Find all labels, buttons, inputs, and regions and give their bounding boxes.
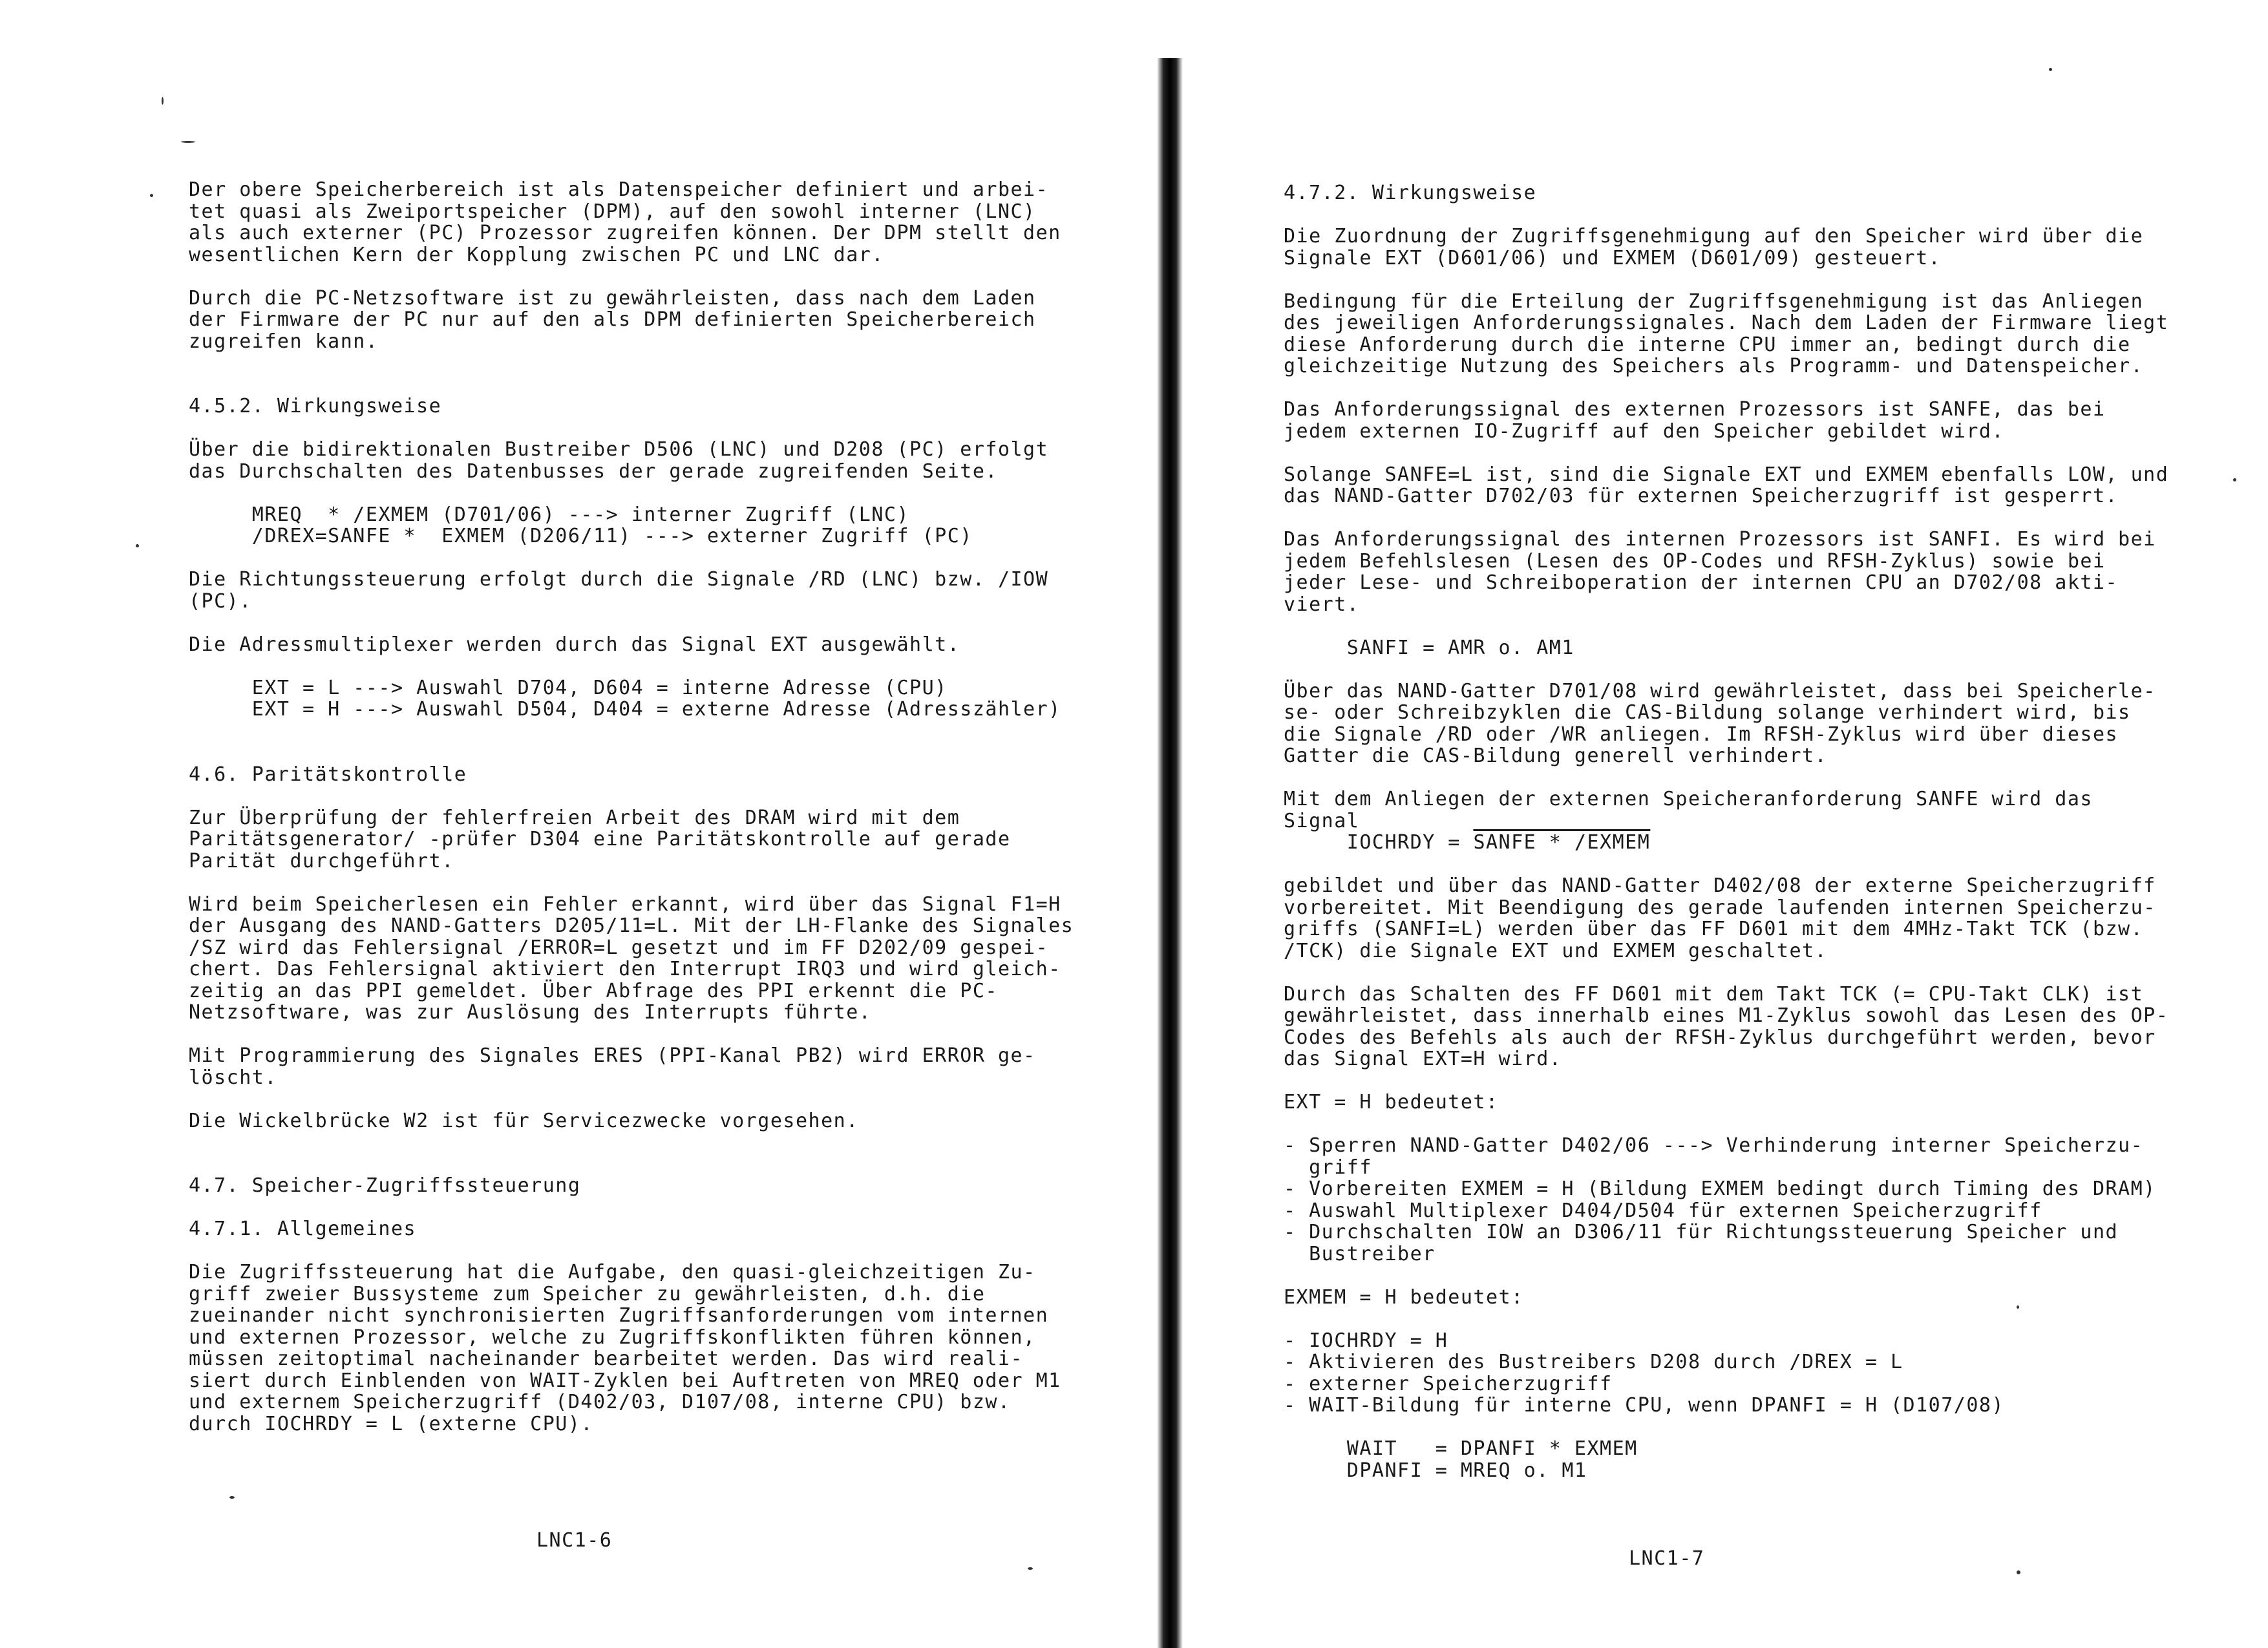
scan-speck <box>136 544 139 547</box>
right-page-number: LNC1-7 <box>1629 1547 1705 1570</box>
scan-speck <box>181 141 195 143</box>
left-page-number: LNC1-6 <box>536 1529 613 1552</box>
left-page-body: Der obere Speicherbereich ist als Datenspeicher definiert und arbei- tet quasi als Zweiportspeicher (DPM), auf den sowohl interner (LNC) als auch externer (PC) Prozessor zugreifen können. Der DPM stellt den wesentlichen Kern der Kopplung zwischen PC und LNC dar. Durch die PC-Netzsoftware ist zu gewährleisten, dass nach dem Laden der Firmware der PC nur auf den als DPM definierten Speicherbereich zugreifen kann. 4.5.2. Wirkungsweise Über die bidirektionalen Bustreiber D506 (LNC) und D208 (PC) erfolgt das Durchschalten des Datenbusses der gerade zugreifenden Seite. MREQ * /EXMEM (D701/06) ---> interner Zugriff (LNC) /DREX=SANFE * EXMEM (D206/11) ---> externer Zugriff (PC) Die Richtungssteuerung erfolgt durch die Signale /RD (LNC) bzw. /IOW (PC). Die Adressmultiplexer werden durch das Signal EXT ausgewählt. EXT = L ---> Auswahl D704, D604 = interne Adresse (CPU) EXT = H ---> Auswahl D504, D404 = externe Adresse (Adresszähler) 4.6. Paritätskontrolle Zur Überprüfung der fehlerfreien Arbeit des DRAM wird mit dem Paritätsgenerator/ -prüfer D304 eine Paritätskontrolle auf gerade Parität durchgeführt. Wird beim Speicherlesen ein Fehler erkannt, wird über das Signal F1=H der Ausgang des NAND-Gatters D205/11=L. Mit der LH-Flanke des Signales /SZ wird das Fehlersignal /ERROR=L gesetzt und im FF D202/09 gespei- chert. Das Fehlersignal aktiviert den Interrupt IRQ3 und wird gleich- zeitig an das PPI gemeldet. Über Abfrage des PPI erkennt die PC- Netzsoftware, was zur Auslösung des Interrupts führte. Mit Programmierung des Signales ERES (PPI-Kanal PB2) wird ERROR ge- löscht. Die Wickelbrücke W2 ist für Servicezwecke vorgesehen. 4.7. Speicher-Zugriffssteuerung 4.7.1. Allgemeines Die Zugriffssteuerung hat die Aufgabe, den quasi-gleichzeitigen Zu- griff zweier Bussysteme zum Speicher zu gewährleisten, d.h. die zueinander nicht synchronisierten Zugriffsanforderungen vom internen und externen Prozessor, welche zu Zugriffskonflikten führen können, müssen zeitoptimal nacheinander bearbeitet werden. Das wird reali- siert durch Einblenden von WAIT-Zyklen bei Auftreten von MREQ oder M1 und externem Speicherzugriff (D402/03, D107/08, interne CPU) bzw. durch IOCHRDY = L (externe CPU). <box>189 178 1074 1435</box>
iochrdy-formula-lhs: IOCHRDY = <box>1284 831 1474 854</box>
iochrdy-formula-rhs: SANFE * /EXMEM <box>1473 831 1651 854</box>
scan-speck <box>150 194 153 197</box>
right-page-body <box>1284 182 2168 1481</box>
right-page-body-bottom: gebildet und über das NAND-Gatter D402/08 der externe Speicherzugriff vorbereitet. Mit Beendigung des gerade laufenden internen Speicherzu- griffs (SANFI=L) werden über das FF D601 mit dem 4MHz-Takt TCK (bzw. /TCK) die Signale EXT und EXMEM geschaltet. Durch das Schalten des FF D601 mit dem Takt TCK (= CPU-Takt CLK) ist gewährleistet, dass innerhalb eines M1-Zyklus sowohl das Lesen des OP- Codes des Befehls als auch der RFSH-Zyklus durchgeführt werden, bevor das Signal EXT=H wird. EXT = H bedeutet: - Sperren NAND-Gatter D402/06 ---> Verhinderung interner Speicherzu- griff - Vorbereiten EXMEM = H (Bildung EXMEM bedingt durch Timing des DRAM) - Auswahl Multiplexer D404/D504 für externen Speicherzugriff - Durchschalten IOW an D306/11 für Richtungssteuerung Speicher und Bustreiber EXMEM = H bedeutet: - IOCHRDY = H - Aktivieren des Bustreibers D208 durch /DREX = L - externer Speicherzugriff - WAIT-Bildung für interne CPU, wenn DPANFI = H (D107/08) WAIT = DPANFI * EXMEM DPANFI = MREQ o. M1 <box>1284 874 2169 1482</box>
scan-speck <box>2017 1570 2020 1574</box>
scan-speck <box>229 1496 235 1499</box>
right-page-body-top: 4.7.2. Wirkungsweise Die Zuordnung der Zugriffsgenehmigung auf den Speicher wird über die Signale EXT (D601/06) und EXMEM (D601/09) gesteuert. Bedingung für die Erteilung der Zugriffsgenehmigung ist das Anliegen des jeweiligen Anforderungssignales. Nach dem Laden der Firmware liegt diese Anforderung durch die interne CPU immer an, bedingt durch die gleichzeitige Nutzung des Speichers als Programm- und Datenspeicher. Das Anforderungssignal des externen Prozessors ist SANFE, das bei jedem externen IO-Zugriff auf den Speicher gebildet wird. Solange SANFE=L ist, sind die Signale EXT und EXMEM ebenfalls LOW, und das NAND-Gatter D702/03 für externen Speicherzugriff ist gesperrt. Das Anforderungssignal des internen Prozessors ist SANFI. Es wird bei jedem Befehlslesen (Lesen des OP-Codes und RFSH-Zyklus) sowie bei jeder Lese- und Schreiboperation der internen CPU an D702/08 akti- viert. SANFI = AMR o. AM1 Über das NAND-Gatter D701/08 wird gewährleistet, dass bei Speicherle- se- oder Schreibzyklen die CAS-Bildung solange verhindert wird, bis die Signale /RD oder /WR anliegen. Im RFSH-Zyklus wird über dieses Gatter die CAS-Bildung generell verhindert. Mit dem Anliegen der externen Speicheranforderung SANFE wird das Signal <box>1284 182 2169 832</box>
scan-speck <box>2049 68 2052 71</box>
right-page <box>1183 0 2268 1648</box>
scan-speck <box>1028 1567 1033 1570</box>
scan-speck <box>162 97 164 105</box>
scan-speck <box>2233 478 2236 481</box>
book-gutter <box>1157 58 1183 1648</box>
scan-speck <box>2017 1305 2019 1309</box>
